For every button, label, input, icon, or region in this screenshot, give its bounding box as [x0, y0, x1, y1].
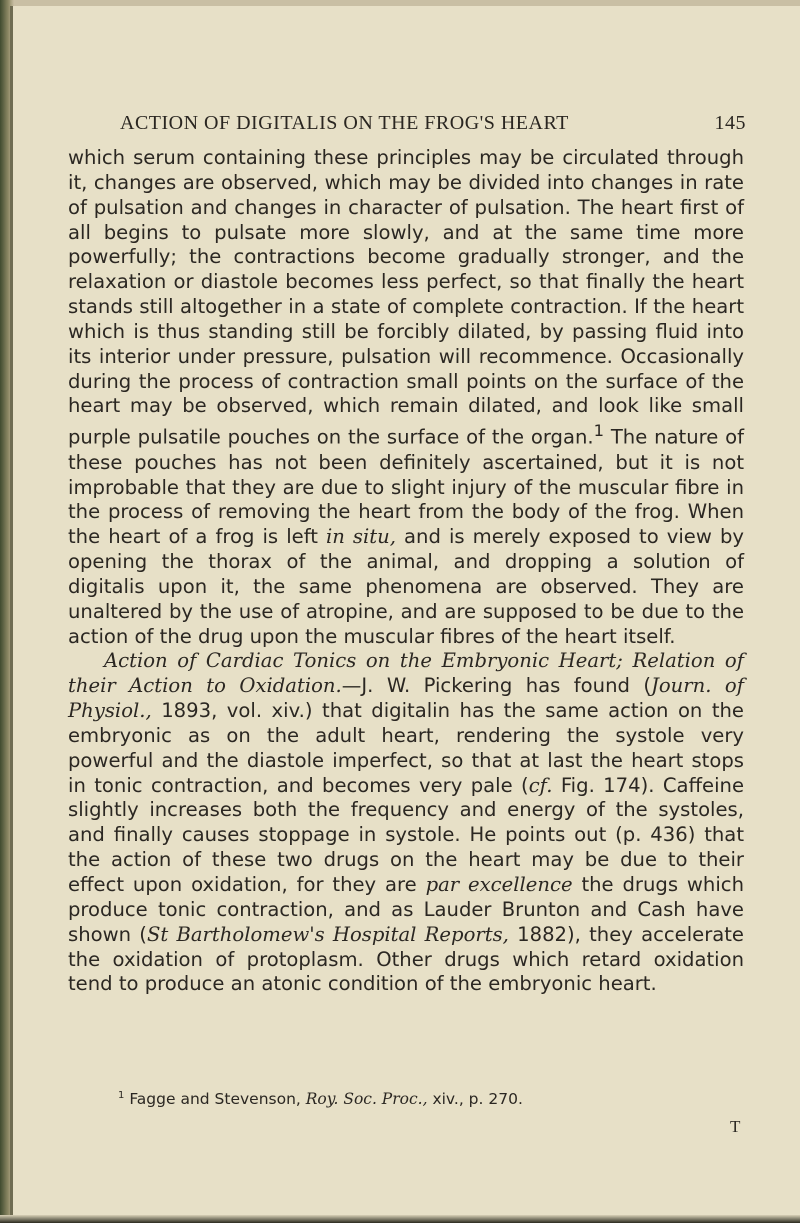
running-title: ACTION OF DIGITALIS ON THE FROG'S HEART [120, 112, 569, 134]
running-header [120, 112, 746, 135]
signature-mark: T [730, 1117, 741, 1136]
body-text [68, 146, 744, 997]
page-bottom-edge [0, 1215, 800, 1223]
footnote: $^1$ Fagge and Stevenson, Roy. Soc. Proc., xiv., p. 270. [118, 1090, 523, 1109]
par-excellence: par excellence [425, 873, 573, 896]
paragraph-1: which serum containing these principles may be circulated through it, changes are observed, which may be divided into changes in rate of pulsation and changes in character of pulsation. The heart first of all begins to pulsate more slowly, and at the same time more powerfully; the contractions become gradually stronger, and the relaxation or diastole becomes less perfect, so that finally the heart stands still altogether in a state of complete contraction. If the heart which is thus standing still be forcibly dilated, by passing fluid into its interior under pressure, pulsation will recommence. Occasionally during the process of contraction small points on the surface of the heart may be observed, which remain dilated, and look like small purple pulsatile pouches on the surface of the organ.$^1$ The nature of these pouches has not been definitely ascertained, but it is not improbable that they are due to slight injury of the muscular fibre in the process of removing the heart from the body of the frog. When the heart of a frog is left in situ, and is merely exposed to view by opening the thorax of the animal, and dropping a solution of digitalis upon it, the same phenomena are observed. They are unaltered by the use of atropine, and are supposed to be due to the action of the drug upon the muscular fibres of the heart itself. [68, 146, 744, 648]
page-number: 145 [714, 112, 746, 134]
paragraph-2: Action of Cardiac Tonics on the Embryonic Heart; Relation of their Action to Oxidation.—J. W. Pickering has found (Journ. of Physiol., 1893, vol. xiv.) that digitalin has the same action on the embryonic as on the adult heart, rendering the systole very powerful and the diastole imperfect, so that at last the heart stops in tonic contraction, and becomes very pale (cf. Fig. 174). Caffeine slightly increases both the frequency and energy of the systoles, and finally causes stoppage in systole. He points out (p. 436) that the action of these two drugs on the heart may be due to their effect upon oxidation, for they are par excellence the drugs which produce tonic contraction, and as Lauder Brunton and Cash have shown (St Bartholomew's Hospital Reports, 1882), they accelerate the oxidation of protoplasm. Other drugs which retard oxidation tend to produce an atonic condition of the embryonic heart. [68, 649, 744, 996]
italic-in-situ: in situ, [325, 525, 396, 549]
footnote-number: 1 [118, 1090, 125, 1101]
cf-abbrev: cf. [528, 773, 553, 797]
footnote-marker: 1 [593, 421, 605, 441]
section-heading: Action of Cardiac Tonics on the Embryonic Heart; Relation of their Action to Oxidation. [68, 649, 744, 698]
footnote-journal: Roy. Soc. Proc., [305, 1090, 428, 1109]
journal-citation: Journ. of Physiol., [68, 674, 744, 723]
hospital-reports-citation: St Bartholomew's Hospital Reports, [146, 922, 509, 946]
